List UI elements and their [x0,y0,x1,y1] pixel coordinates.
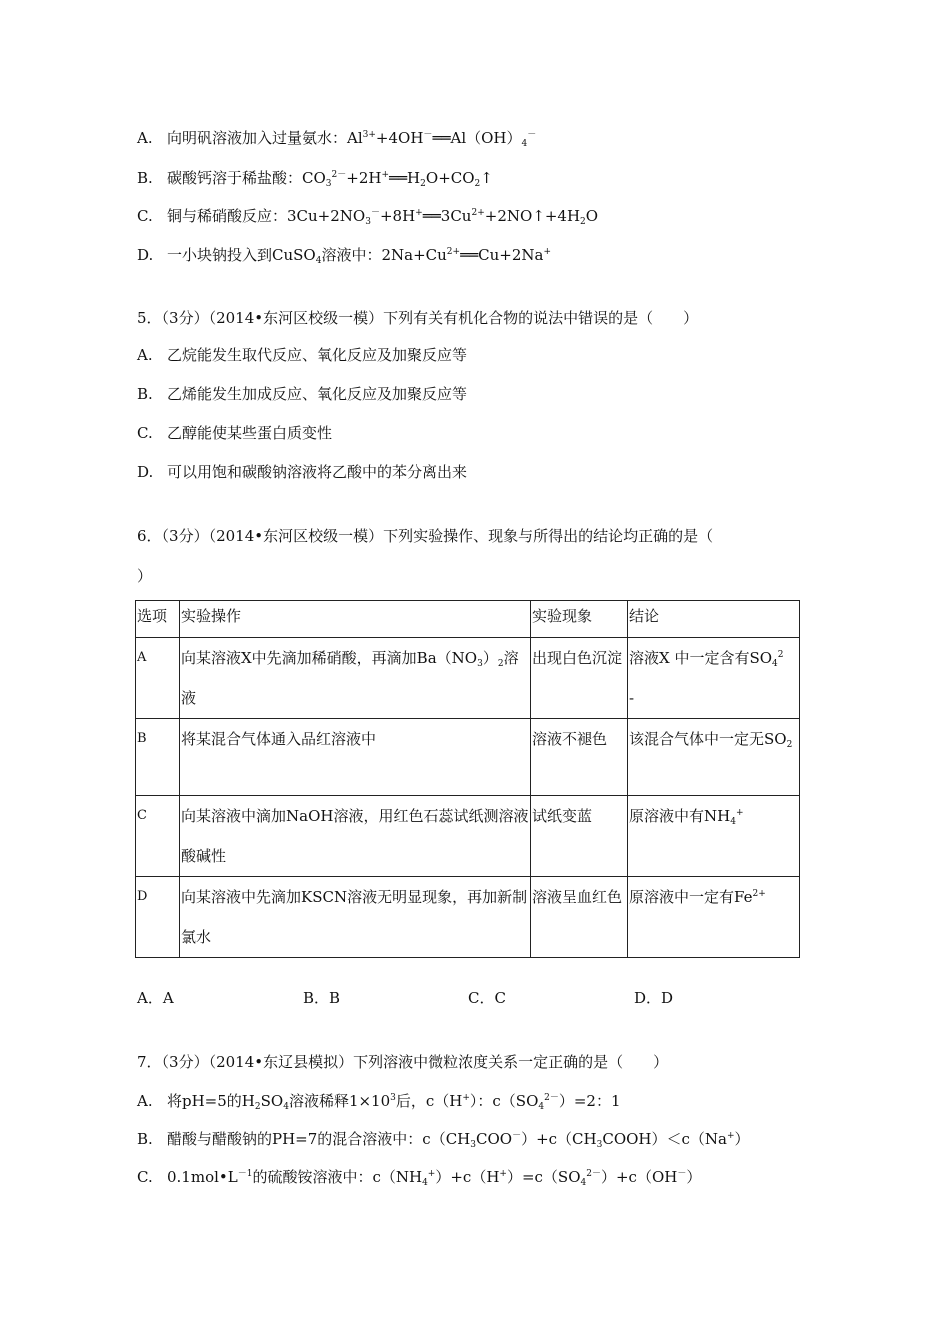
option-label: C. [137,1168,153,1186]
table-header-row [136,601,800,638]
cell-option: A [136,638,180,719]
option-label: A. [137,1092,153,1110]
cell-phenomenon: 试纸变蓝 [531,796,628,877]
option-label: B. [137,169,153,187]
table-row [136,638,800,719]
cell-phenomenon: 出现白色沉淀 [531,638,628,719]
q5-stem: 5．（3分）（2014•东河区校级一模）下列有关有机化合物的说法中错误的是（ ） [137,309,699,327]
q6-stem-line1: 6．（3分）（2014•东河区校级一模）下列实验操作、现象与所得出的结论均正确的是（ [137,527,714,545]
q7-stem: 7．（3分）（2014•东辽县模拟）下列溶液中微粒浓度关系一定正确的是（ ） [137,1053,669,1071]
option-label: B. [137,385,153,403]
cell-phenomenon: 溶液呈血红色 [531,877,628,958]
cell-option: B [136,719,180,796]
q5-option-a [137,345,467,365]
option-label: A. [137,129,153,147]
q6-choice-c: C．C [468,989,506,1007]
q6-choice-a: A．A [137,989,174,1007]
table-row [136,796,800,877]
option-text: $0.1mol•L^{-1}$的硫酸铵溶液中：$c(NH_4^+)+c(H^+)=c(SO_4^{2-})+c(OH^-)$ [167,1168,702,1188]
q4-option-a [137,128,536,148]
q6-choice-d: D．D [634,989,674,1007]
q4-option-b [137,168,493,188]
header-phenomenon: 实验现象 [531,601,628,638]
q7-option-b [137,1129,750,1149]
experiment-table [135,600,800,958]
q7-option-c [137,1167,701,1187]
cell-option: D [136,877,180,958]
header-option: 选项 [136,601,180,638]
cell-conclusion: 原溶液中一定有$Fe^{2+}$ [628,877,800,958]
cell-operation: 向某溶液中先滴加KSCN溶液无明显现象，再加新制氯水 [180,877,531,958]
option-text: 乙烷能发生取代反应、氧化反应及加聚反应等 [167,346,468,364]
cell-conclusion: 该混合气体中一定无$SO_2$ [628,719,800,796]
option-text: 碳酸钙溶于稀盐酸：$CO_3^{2-}+2H^+══H_2O+CO_2↑$ [167,169,493,189]
q5-option-d [137,462,467,482]
option-label: B. [137,1130,153,1148]
option-text: 醋酸与醋酸钠的PH=7的混合溶液中：$c(CH_3COO^-)+c(CH_3COOH)<c(Na^+)$ [167,1130,750,1150]
cell-operation: 向某溶液X中先滴加稀硝酸，再滴加$Ba(NO_3)_2$溶液 [180,638,531,719]
option-text: 乙烯能发生加成反应、氧化反应及加聚反应等 [167,385,468,403]
option-label: A. [137,346,153,364]
option-text: 乙醇能使某些蛋白质变性 [167,424,333,442]
q4-option-d [137,245,551,265]
option-text: 一小块钠投入到CuSO$_4$溶液中：$2Na+Cu^{2+}══Cu+2Na^+$ [167,246,551,266]
cell-phenomenon: 溶液不褪色 [531,719,628,796]
option-label: D. [137,463,154,481]
option-text: 铜与稀硝酸反应：$3Cu+2NO_3^-+8H^+══3Cu^{2+}+2NO↑+4H_2O$ [167,207,599,227]
option-label: C. [137,207,153,225]
option-text: 向明矾溶液加入过量氨水：$Al^{3+}+4OH^-══Al(OH)_4^-$ [167,129,537,149]
option-label: C. [137,424,153,442]
q5-option-c [137,423,332,443]
option-text: 将pH=5的$H_2SO_4$溶液稀释$1\times 10^3$后，c（H+）：$c(SO_4^{2-})=2$：1 [167,1092,621,1112]
q6-stem-line2: ） [137,567,153,585]
cell-option: C [136,796,180,877]
cell-conclusion: 原溶液中有$NH_4^+$ [628,796,800,877]
q7-option-a [137,1091,621,1111]
cell-conclusion: 溶液X 中一定含有$SO_4^2$ - [628,638,800,719]
option-label: D. [137,246,154,264]
table-row [136,877,800,958]
q5-option-b [137,384,467,404]
header-conclusion: 结论 [628,601,800,638]
option-text: 可以用饱和碳酸钠溶液将乙酸中的苯分离出来 [167,463,468,481]
q4-option-c [137,206,598,226]
header-operation: 实验操作 [180,601,531,638]
q6-choice-b: B．B [303,989,341,1007]
cell-operation: 将某混合气体通入品红溶液中 [180,719,531,796]
table-row [136,719,800,796]
cell-operation: 向某溶液中滴加NaOH溶液，用红色石蕊试纸测溶液酸碱性 [180,796,531,877]
